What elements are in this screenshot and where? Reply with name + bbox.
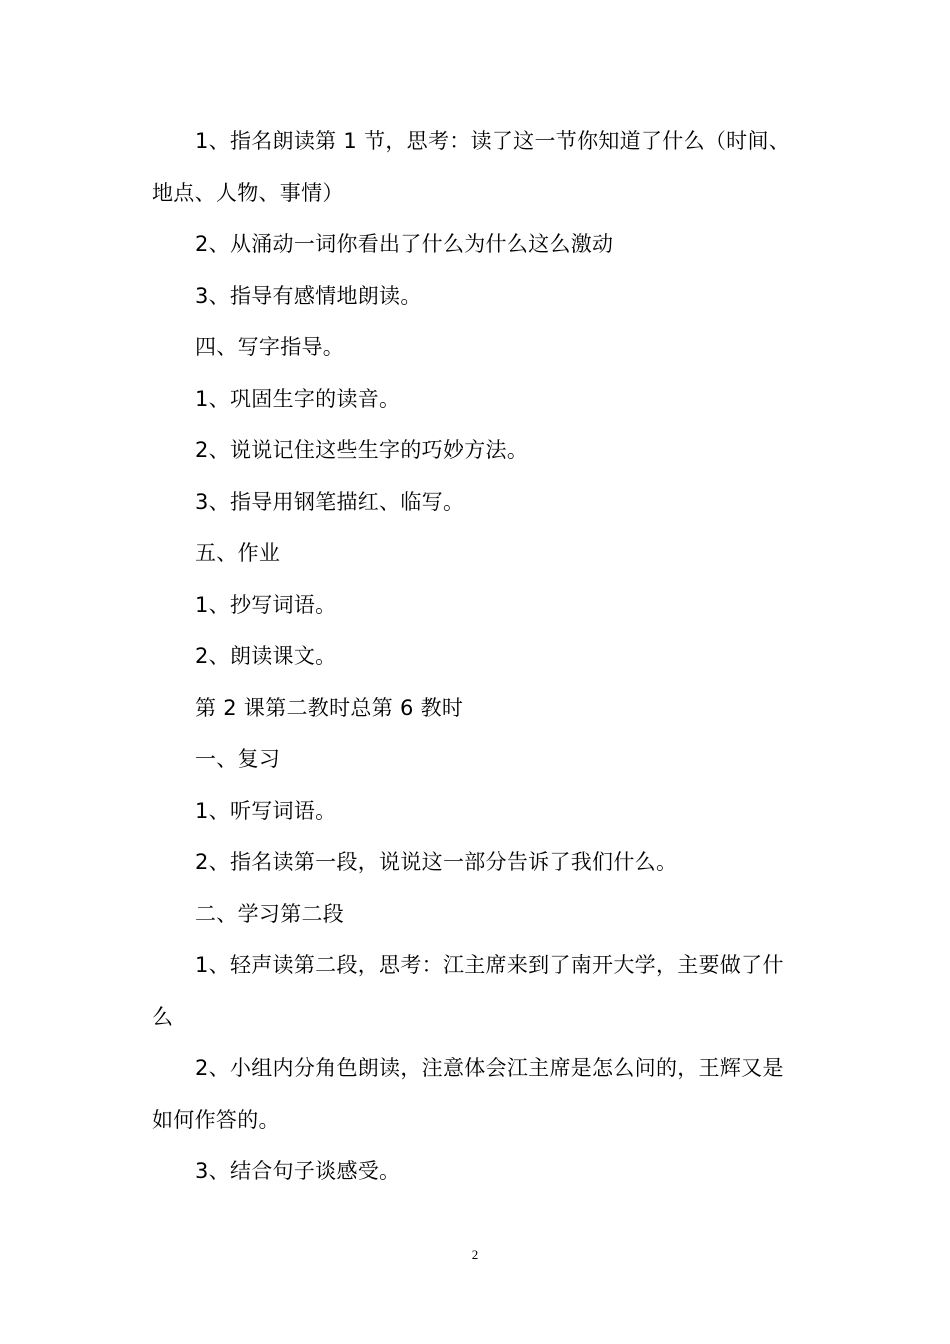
paragraph: 3、指导用钢笔描红、临写。 [195,489,465,514]
section-heading: 二、学习第二段 [195,901,345,926]
paragraph: 1、巩固生字的读音。 [195,386,401,411]
paragraph: 2、朗读课文。 [195,644,337,668]
section-heading: 一、复习 [195,747,281,771]
paragraph: 1、轻声读第二段，思考：江主席来到了南开大学，主要做了什么 [152,953,784,1029]
paragraph: 2、小组内分角色朗读，注意体会江主席是怎么问的，王辉又是如何作答的。 [152,1056,784,1132]
paragraph: 2、指名读第一段，说说这一部分告诉了我们什么。 [195,850,678,874]
paragraph: 2、从涌动一词你看出了什么为什么这么激动 [195,232,614,256]
document-body [152,116,794,1198]
paragraph: 3、结合句子谈感受。 [195,1159,401,1183]
paragraph: 2、说说记住这些生字的巧妙方法。 [195,438,529,462]
paragraph: 1、听写词语。 [195,798,337,823]
paragraph: 3、指导有感情地朗读。 [195,283,422,308]
section-heading: 四、写字指导。 [195,335,345,359]
lesson-heading: 第 2 课第二教时总第 6 教时 [195,695,464,720]
section-heading: 五、作业 [195,541,281,565]
paragraph: 1、抄写词语。 [195,592,337,617]
page-number: 2 [471,1247,479,1262]
paragraph: 1、指名朗读第 1 节，思考：读了这一节你知道了什么（时间、地点、人物、事情） [152,129,791,205]
